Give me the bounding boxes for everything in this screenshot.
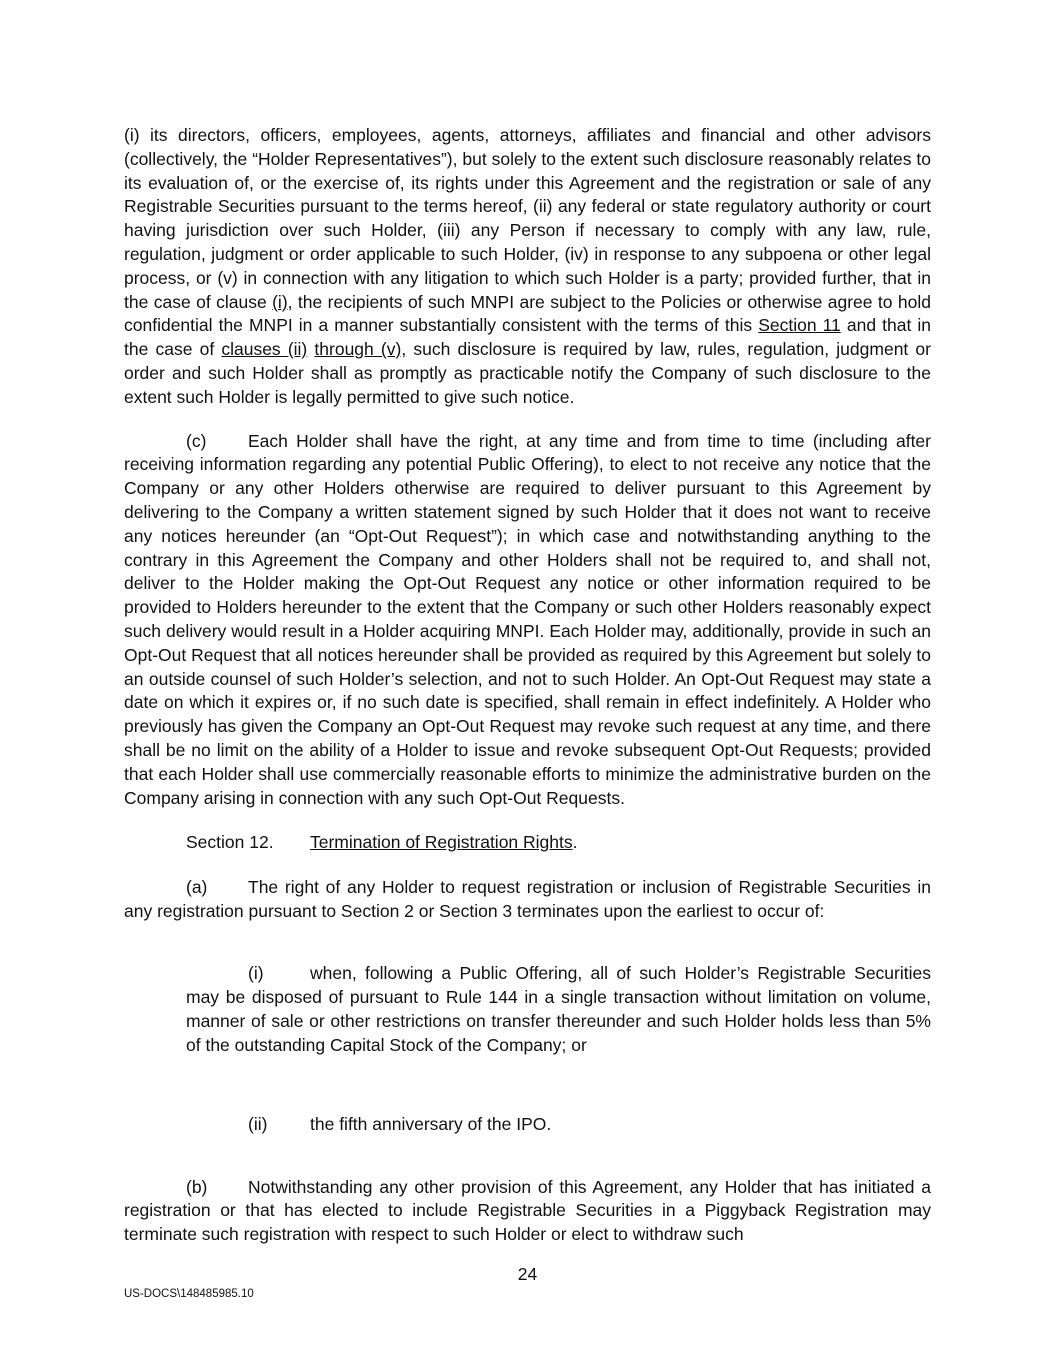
paragraph-a-label: (a) bbox=[186, 877, 208, 898]
section-12-heading: Section 12. Termination of Registration Rights. bbox=[186, 831, 931, 855]
through-v-ref: through (v), bbox=[314, 339, 407, 360]
paragraph-c-opt-out: (c) Each Holder shall have the right, at any time and from time to time (including after receiving information regarding any potential Public Offering), to elect to not receive any notice that the Company or any other Holders otherwise are required to deliver pursuant to this Agreement by delivering to the Company a written statement signed by such Holder that it does not want to receive any notices hereunder (an “Opt-Out Request”); in which case and notwithstanding anything to the contrary in this Agreement the Company and other Holders shall not be required to, and shall not, deliver to the Holder making the Opt-Out Request any notice or other information required to be provided to Holders hereunder to the extent that the Company or such other Holders reasonably expect such delivery would result in a Holder acquiring MNPI. Each Holder may, additionally, provide in such an Opt-Out Request that all notices hereunder shall be provided as required by this Agreement but solely to an outside counsel of such Holder’s selection, and not to such Holder. An Opt-Out Request may state a date on which it expires or, if no such date is specified, shall remain in effect indefinitely. A Holder who previously has given the Company an Opt-Out Request may revoke such request at any time, and there shall be no limit on the ability of a Holder to issue and revoke subsequent Opt-Out Requests; provided that each Holder shall use commercially reasonable efforts to minimize the administrative burden on the Company arising in connection with any such Opt-Out Requests. bbox=[124, 430, 931, 808]
section-12-label: Section 12. bbox=[186, 832, 274, 853]
paragraph-disclosure-recipients: (i) its directors, officers, employees, agents, attorneys, affiliates and financial and other advisors (collectively, the “Holder Representatives”), but solely to the extent such disclosure reasonably relates to its evaluation of, or the exercise of, its rights under this Agreement and the registration or sale of any Registrable Securities pursuant to the terms hereof, (ii) any federal or state regulatory authority or court having jurisdiction over such Holder, (iii) any Person if necessary to comply with any law, rule, regulation, judgment or order applicable to such Holder, (iv) in response to any subpoena or other legal process, or (v) in connection with any litigation to which such Holder is a party; provided further, that in the case of clause (i), the recipients of such MNPI are subject to the Policies or otherwise agree to hold confidential the MNPI in a manner substantially consistent with the terms of this Section 11 and that in the case of clauses (ii) through (v), such disclosure is required by law, rules, regulation, judgment or order and such Holder shall as promptly as practicable notify the Company of such disclosure to the extent such Holder is legally permitted to give such notice. bbox=[124, 125, 932, 407]
item-i-rule-144: (i) when, following a Public Offering, all of such Holder’s Registrable Securities may be disposed of pursuant to Rule 144 in a single transaction without limitation on volume, manner of sale or other restrictions on transfer thereunder and such Holder holds less than 5% of the outstanding Capital Stock of the Company; or bbox=[186, 963, 931, 1055]
paragraph-b-withdrawal: (b) Notwithstanding any other provision of this Agreement, any Holder that has initiated a registration or that has elected to include Registrable Securities in a Piggyback Registration may terminate such registration with respect to such Holder or elect to withdraw such bbox=[124, 1176, 931, 1245]
item-i-label: (i) bbox=[248, 963, 264, 984]
section-12-title: Termination of Registration Rights bbox=[310, 832, 573, 853]
clauses-ii-ref: clauses (ii) bbox=[221, 339, 308, 360]
document-footer-id: US-DOCS\148485985.10 bbox=[124, 1288, 254, 1300]
document-body bbox=[124, 124, 931, 1247]
section-11-ref: Section 11 bbox=[758, 315, 841, 336]
clause-i-ref: (i) bbox=[272, 291, 288, 312]
item-ii-fifth-anniversary: (ii) the fifth anniversary of the IPO. bbox=[186, 1113, 931, 1137]
page-number: 24 bbox=[517, 1264, 538, 1284]
item-ii-label: (ii) bbox=[248, 1114, 268, 1135]
paragraph-b-label: (b) bbox=[186, 1176, 208, 1197]
paragraph-c-label: (c) bbox=[186, 430, 207, 451]
paragraph-a-termination: (a) The right of any Holder to request registration or inclusion of Registrable Securities in any registration pursuant to Section 2 or Section 3 terminates upon the earliest to occur of: bbox=[124, 877, 931, 921]
